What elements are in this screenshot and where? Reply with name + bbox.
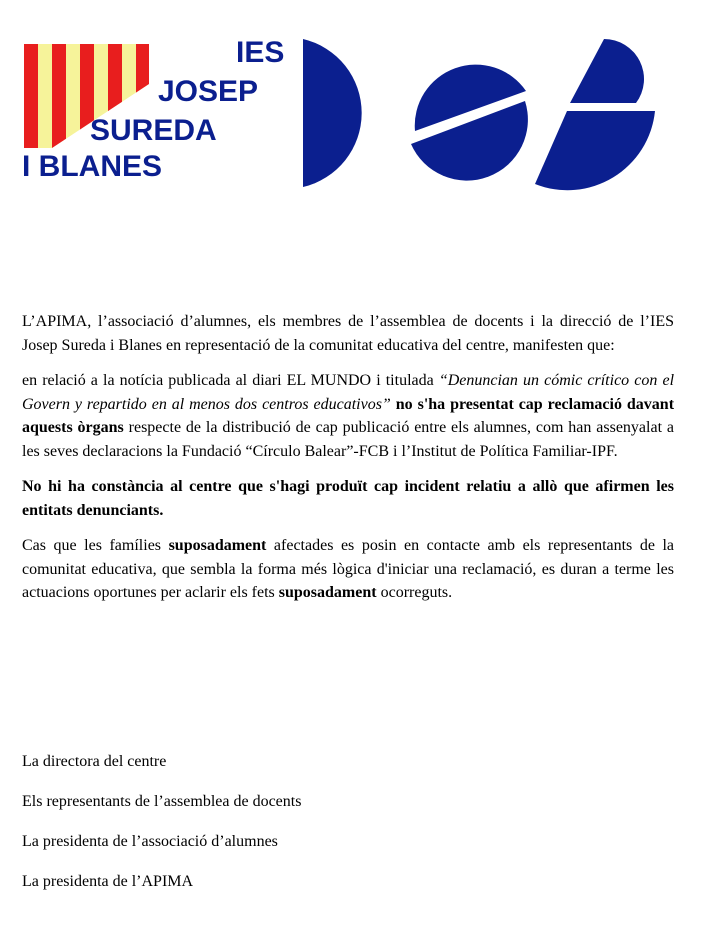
text-run: Cas que les famílies	[22, 537, 169, 554]
emphasis-supposedly: suposadament	[168, 537, 267, 554]
logo-line-josep: JOSEP	[158, 75, 259, 108]
logo-line-sureda: SUREDA	[90, 114, 217, 147]
dsa-logo-icon	[255, 34, 665, 194]
letter-body	[22, 310, 674, 617]
text-run: respecte de la distribució de cap publicació entre els alumnes, com han assenyalat a les seves declaracions la Fundació “Círculo Balear”-FCB i l’Institut de Política Familiar-IPF.	[22, 419, 674, 460]
signature-teachers: Els representants de l’assemblea de docents	[22, 793, 302, 810]
flag-stripe-red	[52, 44, 66, 148]
text-run: afectades es posin en contacte amb els representants de la comunitat educativa, que sembla la forma més lògica d'iniciar una reclamació, es duran a terme les actuacions oportunes per aclarir els fets	[22, 537, 675, 601]
paragraph-families	[22, 534, 674, 605]
signature-director: La directora del centre	[22, 753, 167, 770]
emphasis-no-claim: no s'ha presentat cap reclamació davant aquests òrgans	[22, 395, 675, 436]
logo-a-upper-shape	[570, 39, 644, 103]
paragraph-intro: L’APIMA, l’associació d’alumnes, els membres de l’assemblea de docents i la direcció de l’IES Josep Sureda i Blanes en representació de la comunitat educativa del centre, manifesten que:	[22, 313, 674, 354]
logo-d-shape	[303, 39, 362, 187]
signature-apima: La presidenta de l’APIMA	[22, 873, 194, 890]
logo-line-ies: IES	[236, 36, 285, 69]
flag-stripe-red	[24, 44, 38, 148]
text-run: ocorreguts.	[376, 584, 453, 601]
paragraph-no-incident: No hi ha constància al centre que s'hagi produït cap incident relatiu a allò que afirmen les entitats denunciants.	[22, 478, 674, 519]
paragraph-news-reference	[22, 369, 674, 463]
letterhead	[0, 0, 717, 200]
signature-students: La presidenta de l’associació d’alumnes	[22, 833, 278, 850]
emphasis-supposedly: suposadament	[278, 584, 377, 601]
logo-a-lower-shape	[535, 111, 655, 190]
logo-line-i-blanes: I BLANES	[22, 150, 163, 183]
news-headline: “Denuncian un cómic crítico con el Govern y repartido en al menos dos centros educativos”	[22, 372, 675, 413]
signature-list	[22, 750, 301, 910]
text-run: en relació a la notícia publicada al diari EL MUNDO i titulada	[22, 372, 439, 389]
